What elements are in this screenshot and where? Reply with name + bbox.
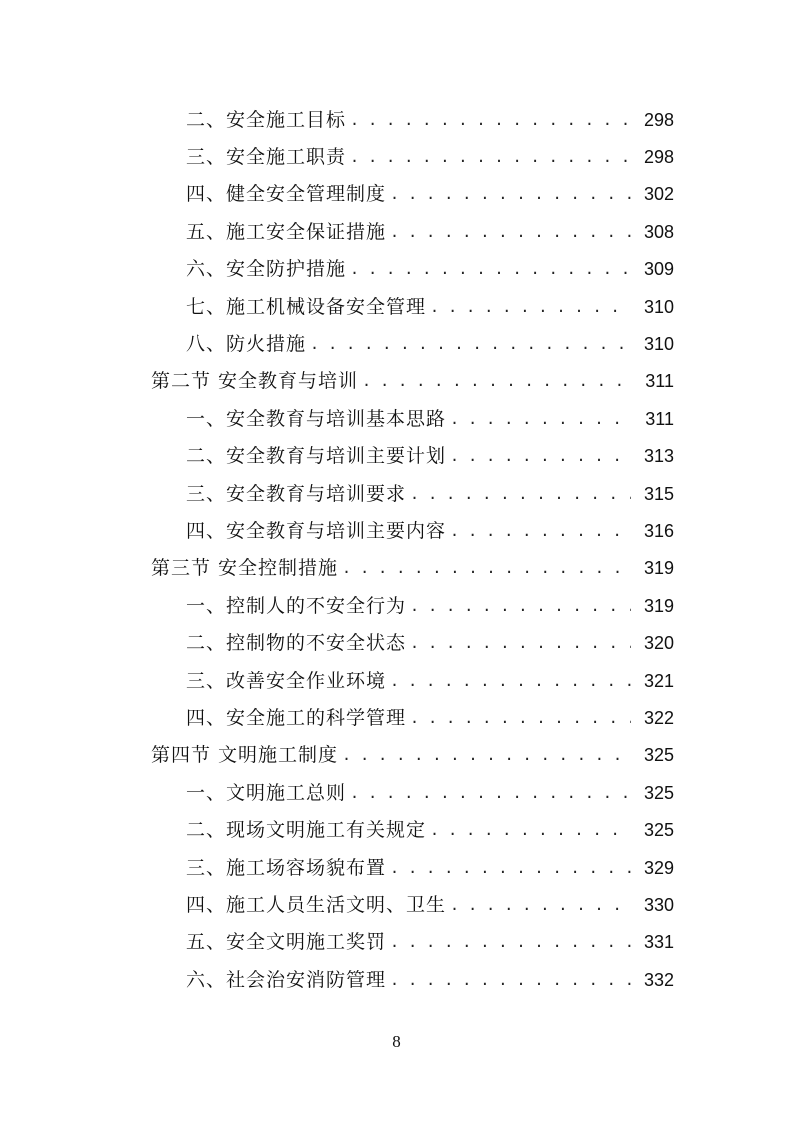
page-number: 8 — [392, 1032, 401, 1051]
toc-entry-title: 六、社会治安消防管理 — [186, 968, 387, 991]
toc-dot-leader — [342, 556, 631, 580]
toc-subsection-entry — [0, 774, 793, 811]
toc-entry-title: 三、安全教育与培训要求 — [186, 482, 407, 505]
toc-entry-page: 322 — [643, 707, 674, 728]
toc-entry-page: 310 — [643, 334, 674, 355]
toc-subsection-entry — [0, 886, 793, 923]
toc-entry-title: 二、现场文明施工有关规定 — [186, 819, 427, 842]
toc-entry-title: 四、健全安全管理制度 — [186, 183, 387, 206]
toc-subsection-entry — [0, 849, 793, 886]
toc-subsection-entry — [0, 624, 793, 661]
toc-entry-title: 二、安全施工目标 — [186, 108, 347, 131]
toc-entry-page: 315 — [643, 483, 674, 504]
toc-entry-page: 309 — [643, 259, 674, 280]
toc-dot-leader — [350, 781, 631, 805]
toc-entry-title: 第四节 文明施工制度 — [151, 744, 339, 767]
toc-entry-page: 298 — [643, 147, 674, 168]
toc-entry-page: 330 — [643, 894, 674, 915]
toc-entry-page: 308 — [643, 221, 674, 242]
toc-subsection-entry — [0, 251, 793, 288]
toc-subsection-entry — [0, 325, 793, 362]
toc-subsection-entry — [0, 213, 793, 250]
toc-dot-leader — [430, 818, 631, 842]
toc-entry-page: 302 — [643, 184, 674, 205]
toc-entry-title: 一、文明施工总则 — [186, 781, 347, 804]
toc-dot-leader — [450, 519, 631, 543]
toc-subsection-entry — [0, 475, 793, 512]
table-of-contents — [0, 101, 793, 998]
toc-subsection-entry — [0, 811, 793, 848]
toc-subsection-entry — [0, 662, 793, 699]
toc-section-entry — [0, 737, 793, 774]
toc-dot-leader — [390, 968, 631, 992]
toc-dot-leader — [430, 295, 631, 319]
toc-entry-title: 第二节 安全教育与培训 — [151, 370, 359, 393]
toc-entry-page: 332 — [643, 969, 674, 990]
toc-entry-title: 四、施工人员生活文明、卫生 — [186, 893, 447, 916]
toc-subsection-entry — [0, 512, 793, 549]
toc-entry-title: 四、安全施工的科学管理 — [186, 706, 407, 729]
toc-entry-page: 298 — [643, 109, 674, 130]
toc-dot-leader — [410, 706, 631, 730]
toc-section-entry — [0, 363, 793, 400]
toc-entry-title: 五、安全文明施工奖罚 — [186, 931, 387, 954]
toc-subsection-entry — [0, 961, 793, 998]
toc-dot-leader — [390, 930, 631, 954]
toc-entry-page: 310 — [643, 296, 674, 317]
toc-dot-leader — [350, 108, 631, 132]
toc-dot-leader — [410, 594, 631, 618]
toc-dot-leader — [362, 369, 631, 393]
toc-entry-title: 二、控制物的不安全状态 — [186, 632, 407, 655]
toc-dot-leader — [450, 893, 631, 917]
toc-entry-title: 三、安全施工职责 — [186, 146, 347, 169]
toc-entry-title: 三、改善安全作业环境 — [186, 669, 387, 692]
toc-entry-title: 第三节 安全控制措施 — [151, 557, 339, 580]
toc-subsection-entry — [0, 400, 793, 437]
toc-subsection-entry — [0, 176, 793, 213]
toc-entry-page: 316 — [643, 520, 674, 541]
toc-dot-leader — [410, 631, 631, 655]
toc-dot-leader — [350, 257, 631, 281]
toc-subsection-entry — [0, 288, 793, 325]
toc-entry-title: 七、施工机械设备安全管理 — [186, 295, 427, 318]
toc-entry-title: 五、施工安全保证措施 — [186, 220, 387, 243]
toc-entry-page: 325 — [643, 782, 674, 803]
toc-subsection-entry — [0, 699, 793, 736]
toc-entry-page: 311 — [645, 408, 674, 429]
toc-subsection-entry — [0, 138, 793, 175]
toc-dot-leader — [342, 743, 631, 767]
toc-entry-page: 319 — [643, 595, 674, 616]
toc-entry-title: 八、防火措施 — [186, 333, 307, 356]
toc-dot-leader — [450, 407, 631, 431]
toc-dot-leader — [390, 182, 631, 206]
toc-entry-page: 311 — [645, 371, 674, 392]
toc-entry-title: 二、安全教育与培训主要计划 — [186, 445, 447, 468]
toc-entry-page: 321 — [643, 670, 674, 691]
toc-subsection-entry — [0, 101, 793, 138]
toc-entry-page: 325 — [643, 820, 674, 841]
toc-entry-title: 三、施工场容场貌布置 — [186, 856, 387, 879]
toc-entry-title: 一、控制人的不安全行为 — [186, 594, 407, 617]
toc-dot-leader — [310, 332, 631, 356]
toc-subsection-entry — [0, 587, 793, 624]
toc-subsection-entry — [0, 924, 793, 961]
toc-dot-leader — [450, 444, 631, 468]
toc-section-entry — [0, 550, 793, 587]
toc-entry-title: 一、安全教育与培训基本思路 — [186, 407, 447, 430]
toc-entry-page: 319 — [643, 558, 674, 579]
toc-entry-page: 320 — [643, 633, 674, 654]
toc-entry-page: 313 — [643, 446, 674, 467]
toc-dot-leader — [410, 482, 631, 506]
toc-dot-leader — [390, 220, 631, 244]
toc-entry-page: 331 — [643, 932, 674, 953]
toc-entry-page: 329 — [643, 857, 674, 878]
toc-entry-title: 四、安全教育与培训主要内容 — [186, 519, 447, 542]
toc-dot-leader — [350, 145, 631, 169]
toc-dot-leader — [390, 669, 631, 693]
toc-subsection-entry — [0, 438, 793, 475]
toc-entry-title: 六、安全防护措施 — [186, 258, 347, 281]
toc-entry-page: 325 — [643, 745, 674, 766]
toc-dot-leader — [390, 856, 631, 880]
